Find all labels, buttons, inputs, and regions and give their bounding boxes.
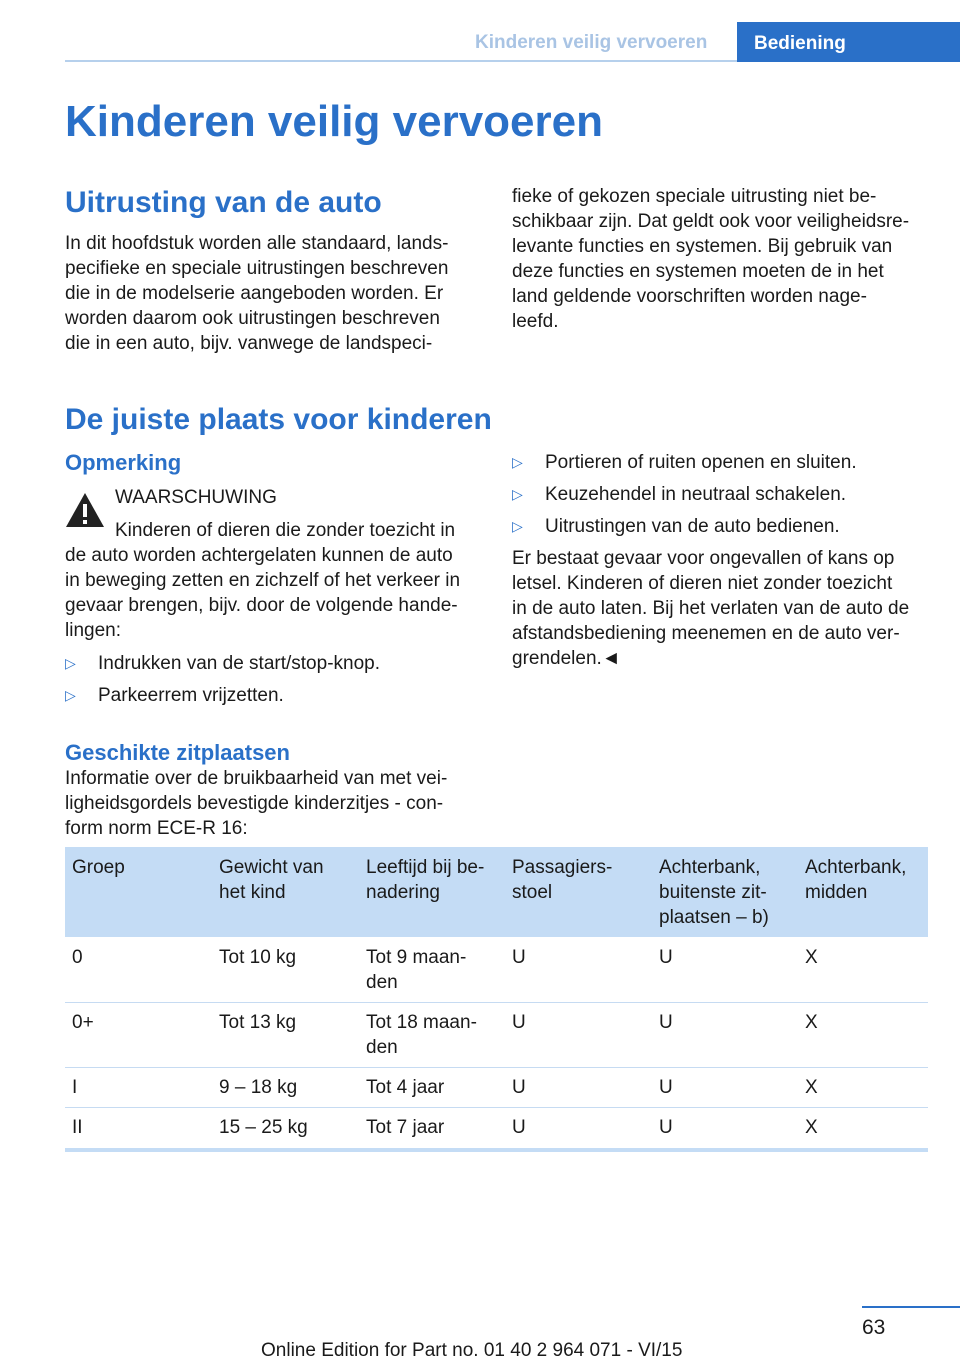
edition-footer: Online Edition for Part no. 01 40 2 964 071 - VI/15 xyxy=(261,1340,683,1361)
danger-text: Er bestaat gevaar voor ongevallen of kans op letsel. Kinderen of dieren niet zonder toezicht in de auto laten. Bij het verlaten van de auto de afstandsbediening meenemen en de auto ver- grendelen.◄ xyxy=(512,548,910,669)
header-section-title: Kinderen veilig vervoeren xyxy=(475,32,708,53)
warning-label: WAARSCHUWING xyxy=(115,487,277,508)
table-cell: U xyxy=(512,1077,526,1098)
table-header-cell: Gewicht van het kind xyxy=(219,857,324,903)
table-bottom-rule xyxy=(65,1148,928,1152)
equipment-text-left: In dit hoofdstuk worden alle standaard, lands- pecifieke en speciale uitrustingen beschreven die in de modelserie aangeboden worden. Er worden daarom ook uitrustingen beschreven die in een auto, bijv. vanwege de landspeci- xyxy=(65,233,449,354)
bullet-arrow-icon: ▷ xyxy=(512,518,523,534)
table-header xyxy=(65,847,928,937)
bullet-arrow-icon: ▷ xyxy=(65,655,76,671)
table-cell: Tot 9 maan- den xyxy=(366,947,467,993)
table-cell: X xyxy=(805,1012,818,1033)
table-cell: 15 – 25 kg xyxy=(219,1117,308,1138)
table-cell: U xyxy=(659,947,673,968)
page-number-rule xyxy=(862,1306,960,1308)
table-cell: U xyxy=(512,947,526,968)
table-cell: U xyxy=(512,1117,526,1138)
table-header-cell: Passagiers- stoel xyxy=(512,857,613,903)
table-cell: 9 – 18 kg xyxy=(219,1077,298,1098)
table-cell: U xyxy=(659,1012,673,1033)
note-heading: Opmerking xyxy=(65,450,182,475)
equipment-heading: Uitrusting van de auto xyxy=(65,186,382,219)
bullet-arrow-icon: ▷ xyxy=(512,454,523,470)
table-cell: II xyxy=(72,1117,83,1138)
place-heading: De juiste plaats voor kinderen xyxy=(65,403,492,436)
table-cell: Tot 7 jaar xyxy=(366,1117,445,1138)
seats-intro: Informatie over de bruikbaarheid van met vei- ligheidsgordels bevestigde kinderzitjes - con- form norm ECE-R 16: xyxy=(65,768,448,839)
table-cell: U xyxy=(659,1077,673,1098)
page-title: Kinderen veilig vervoeren xyxy=(65,97,603,146)
table-header-cell: Groep xyxy=(72,857,125,878)
table-cell: Tot 18 maan- den xyxy=(366,1012,477,1058)
bullet-arrow-icon: ▷ xyxy=(512,486,523,502)
table-header-cell: Achterbank, midden xyxy=(805,857,907,903)
seats-heading: Geschikte zitplaatsen xyxy=(65,740,290,765)
warning-text: Kinderen of dieren die zonder toezicht in de auto worden achtergelaten kunnen de auto in beweging zetten en zichzelf of het verkeer in gevaar brengen, bijv. door de volgende hande- lingen: xyxy=(65,520,461,641)
table-cell: X xyxy=(805,947,818,968)
table-row-divider xyxy=(65,1002,928,1003)
table-row-divider xyxy=(65,1107,928,1108)
table-cell: U xyxy=(512,1012,526,1033)
table-row-divider xyxy=(65,1067,928,1068)
table-cell: Tot 13 kg xyxy=(219,1012,297,1033)
table-cell: X xyxy=(805,1117,818,1138)
equipment-text-right: fieke of gekozen speciale uitrusting niet be- schikbaar zijn. Dat geldt ook voor veiligheidsre- levante functies en systemen. Bij gebruik van deze functies en systemen moeten de in het land geldende voorschriften worden nage- leefd. xyxy=(512,186,910,332)
table-cell: Tot 4 jaar xyxy=(366,1077,445,1098)
table-cell: U xyxy=(659,1117,673,1138)
table-header-cell: Achterbank, buitenste zit- plaatsen – b) xyxy=(659,857,769,928)
table-cell: I xyxy=(72,1077,78,1098)
table-cell: 0+ xyxy=(72,1012,94,1033)
page-number: 63 xyxy=(862,1316,886,1339)
table-cell: X xyxy=(805,1077,818,1098)
table-cell: Tot 10 kg xyxy=(219,947,297,968)
bullet-arrow-icon: ▷ xyxy=(65,687,76,703)
header-tab xyxy=(737,22,960,62)
header-tab-label: Bediening xyxy=(754,33,846,54)
table-cell: 0 xyxy=(72,947,83,968)
table-header-cell: Leeftijd bij be- nadering xyxy=(366,857,485,903)
